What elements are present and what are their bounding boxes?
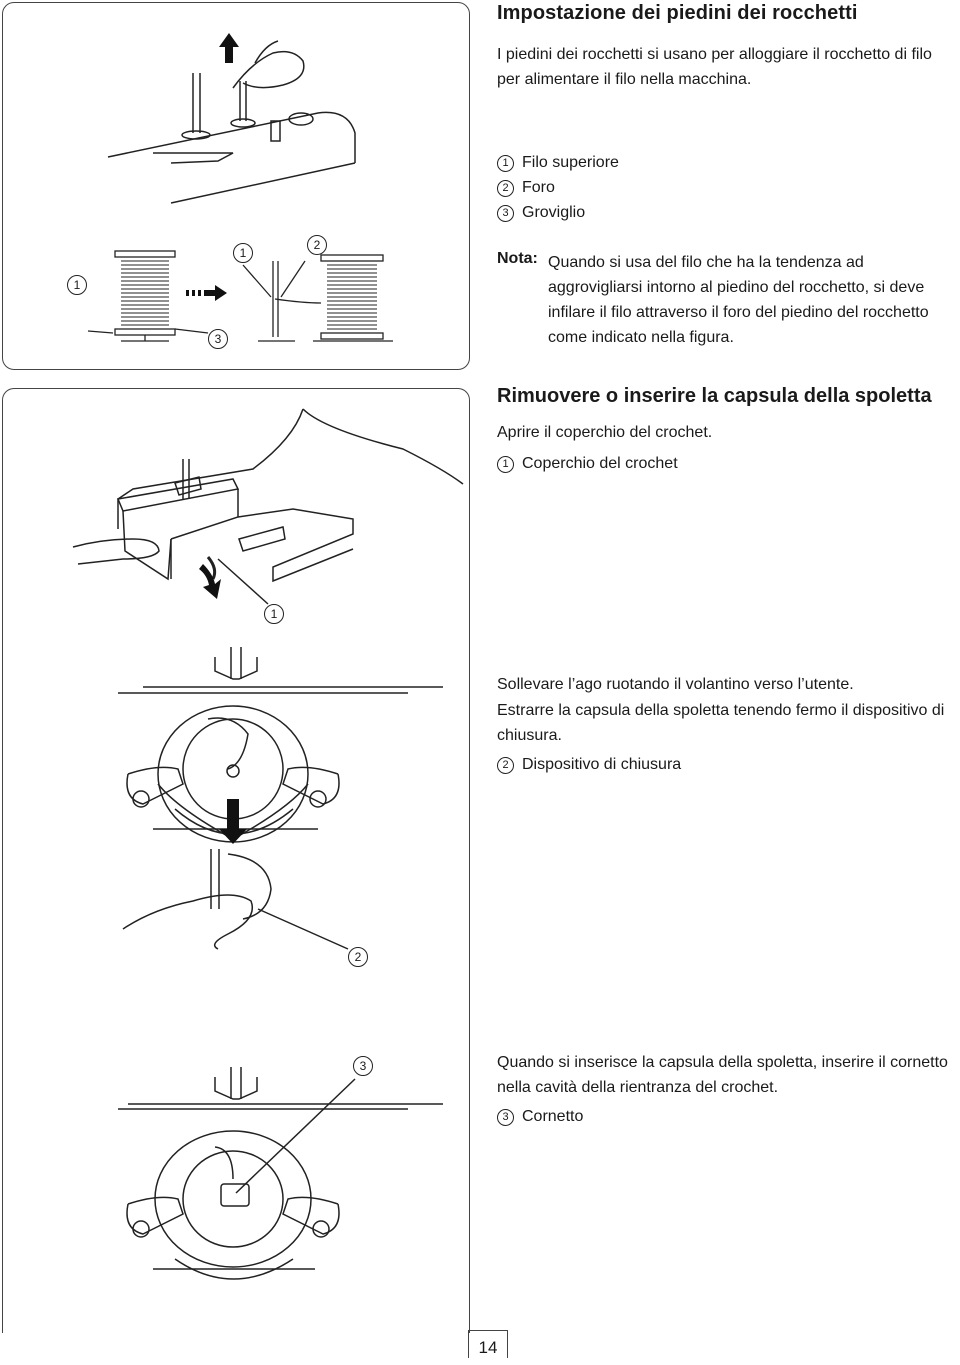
callout-1-left: 1 bbox=[67, 275, 87, 295]
figure-spool-pins bbox=[2, 2, 470, 370]
bobbin-illustration bbox=[3, 389, 469, 1333]
section1-intro: I piedini dei rocchetti si usano per alloggiare il rocchetto di filo per alimentare il filo nella macchina. bbox=[497, 46, 932, 88]
spool-pin-illustration bbox=[3, 3, 469, 369]
legend-item-1 bbox=[497, 150, 619, 175]
callout-1-hook-cover: 1 bbox=[264, 604, 284, 624]
legend-item-2 bbox=[497, 175, 555, 200]
callout-2-top: 2 bbox=[307, 235, 327, 255]
section2-title: Rimuovere o inserire la capsula della spoletta bbox=[497, 385, 932, 407]
nota-label: Nota: bbox=[497, 250, 538, 267]
step1-text: Aprire il coperchio del crochet. bbox=[497, 424, 713, 441]
callout-3-horn: 3 bbox=[353, 1056, 373, 1076]
legend-number: 1 bbox=[497, 456, 514, 473]
legend-label: Cornetto bbox=[522, 1108, 584, 1125]
page-number: 14 bbox=[468, 1330, 508, 1358]
legend-number: 3 bbox=[497, 1109, 514, 1126]
callout-3-bottom: 3 bbox=[208, 329, 228, 349]
callout-1-top: 1 bbox=[233, 243, 253, 263]
legend-number: 1 bbox=[497, 155, 514, 172]
step2-legend bbox=[497, 752, 681, 777]
legend-number: 2 bbox=[497, 757, 514, 774]
step2-text-b: Estrarre la capsula della spoletta tenendo fermo il dispositivo di chiusura. bbox=[497, 702, 945, 744]
legend-label: Coperchio del crochet bbox=[522, 455, 678, 472]
step1-legend bbox=[497, 451, 678, 476]
step2-text-a: Sollevare l’ago ruotando il volantino verso l’utente. bbox=[497, 676, 854, 693]
figure-bobbin-case bbox=[2, 388, 470, 1333]
legend-number: 2 bbox=[497, 180, 514, 197]
step3-legend bbox=[497, 1104, 583, 1129]
legend-label: Filo superiore bbox=[522, 154, 619, 171]
section1-title: Impostazione dei piedini dei rocchetti bbox=[497, 2, 858, 24]
callout-2-latch: 2 bbox=[348, 947, 368, 967]
legend-label: Groviglio bbox=[522, 204, 586, 221]
nota-text: Quando si usa del filo che ha la tendenza ad aggrovigliarsi intorno al piedino del rocchetto, si deve infilare il filo attraverso il foro del piedino del rocchetto come indicato nella figura. bbox=[548, 254, 929, 346]
legend-number: 3 bbox=[497, 205, 514, 222]
legend-label: Dispositivo di chiusura bbox=[522, 756, 682, 773]
step3-text: Quando si inserisce la capsula della spoletta, inserire il cornetto nella cavità della rientranza del crochet. bbox=[497, 1054, 948, 1096]
legend-item-3 bbox=[497, 200, 585, 225]
legend-label: Foro bbox=[522, 179, 555, 196]
